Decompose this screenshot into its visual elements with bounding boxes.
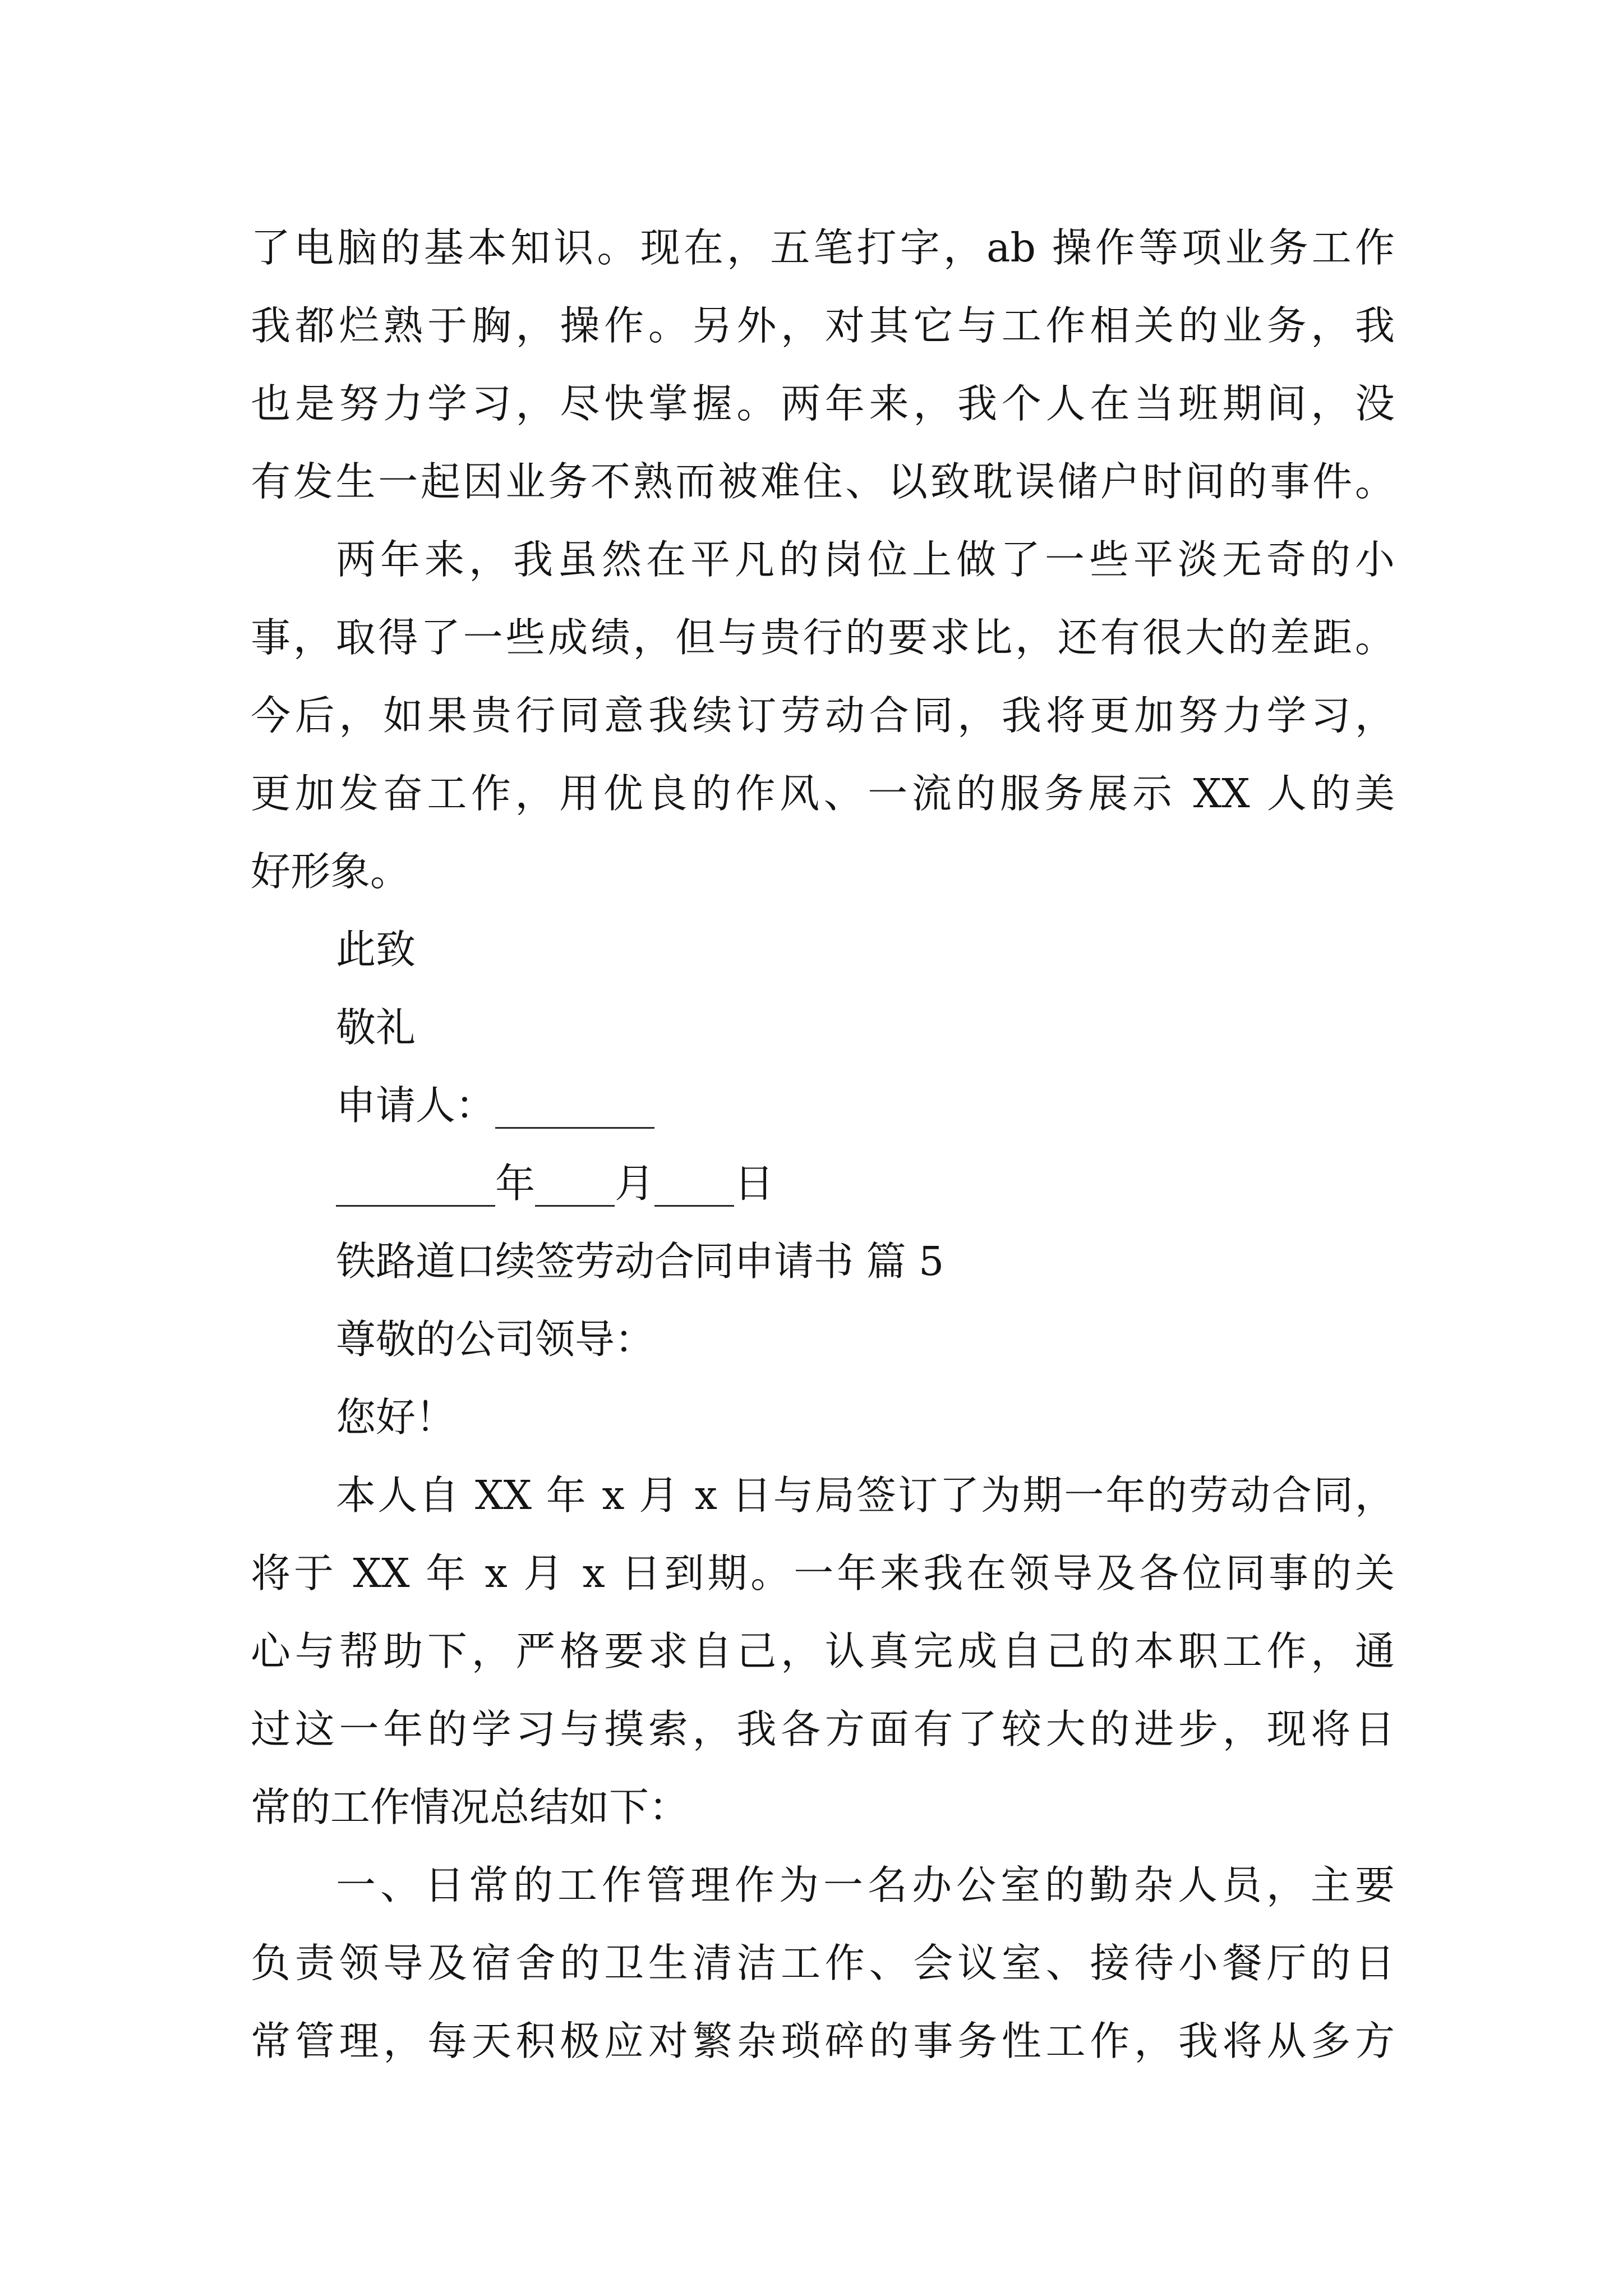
salutation-line: 敬礼 bbox=[336, 1004, 416, 1051]
paragraph-line: 也是努力学习，尽快掌握。两年来，我个人在当班期间，没 bbox=[251, 380, 1395, 427]
paragraph-line: 两年来，我虽然在平凡的岗位上做了一些平淡无奇的小 bbox=[336, 536, 1395, 583]
greeting-line: 您好！ bbox=[336, 1394, 456, 1441]
paragraph-line: 常的工作情况总结如下： bbox=[251, 1784, 689, 1830]
applicant-line: 申请人：________ bbox=[336, 1082, 655, 1129]
paragraph-line: 负责领导及宿舍的卫生清洁工作、会议室、接待小餐厅的日 bbox=[251, 1940, 1395, 1986]
paragraph-line: 本人自 XX 年 x 月 x 日与局签订了为期一年的劳动合同， bbox=[336, 1472, 1395, 1519]
paragraph-line: 过这一年的学习与摸索，我各方面有了较大的进步，现将日 bbox=[251, 1706, 1395, 1752]
date-line: ________年____月____日 bbox=[336, 1160, 774, 1207]
paragraph-line: 更加发奋工作，用优良的作风、一流的服务展示 XX 人的美 bbox=[251, 770, 1395, 817]
paragraph-line: 一、日常的工作管理作为一名办公室的勤杂人员，主要 bbox=[336, 1862, 1395, 1908]
paragraph-line: 常管理，每天积极应对繁杂琐碎的事务性工作，我将从多方 bbox=[251, 2018, 1395, 2064]
paragraph-line: 将于 XX 年 x 月 x 日到期。一年来我在领导及各位同事的关 bbox=[251, 1550, 1395, 1596]
paragraph-line: 我都烂熟于胸，操作。另外，对其它与工作相关的业务，我 bbox=[251, 302, 1395, 349]
paragraph-line: 了电脑的基本知识。现在，五笔打字，ab 操作等项业务工作 bbox=[251, 224, 1395, 271]
document-body bbox=[251, 209, 1395, 2080]
paragraph-line: 好形象。 bbox=[251, 848, 411, 895]
paragraph-line: 今后，如果贵行同意我续订劳动合同，我将更加努力学习， bbox=[251, 692, 1395, 739]
paragraph-line: 事，取得了一些成绩，但与贵行的要求比，还有很大的差距。 bbox=[251, 614, 1395, 661]
section-title: 铁路道口续签劳动合同申请书 篇 5 bbox=[336, 1238, 944, 1285]
closing-line: 此致 bbox=[336, 926, 416, 973]
paragraph-line: 有发生一起因业务不熟而被难住、以致耽误储户时间的事件。 bbox=[251, 458, 1395, 505]
paragraph-line: 心与帮助下，严格要求自己，认真完成自己的本职工作，通 bbox=[251, 1628, 1395, 1674]
greeting-line: 尊敬的公司领导： bbox=[336, 1316, 655, 1363]
